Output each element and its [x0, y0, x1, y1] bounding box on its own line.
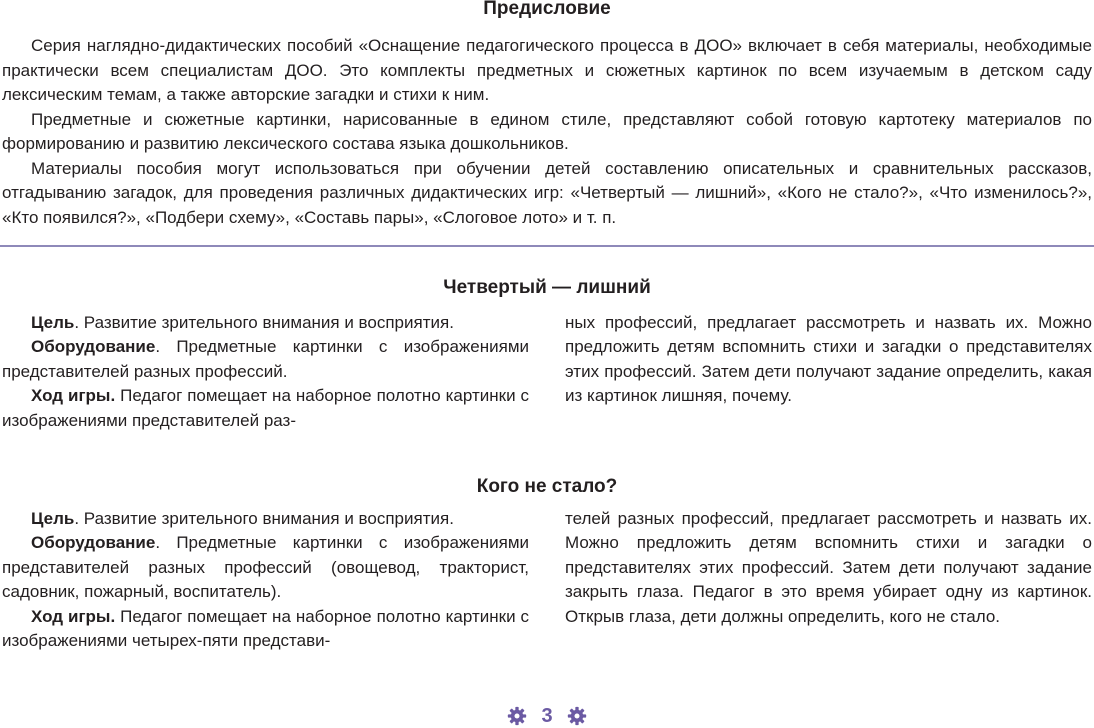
goal-text: . Развитие зрительного внимания и восприятия. [74, 313, 454, 332]
equipment-label: Оборудование [31, 533, 156, 553]
section-divider [0, 245, 1094, 247]
goal-label: Цель [31, 509, 75, 528]
game2-process [2, 605, 529, 654]
preface-paragraph: Предметные и сюжетные картинки, нарисованные в едином стиле, представляют собой готовую картотеку материалов по формированию и развитию лексического состава языка дошкольников. [2, 109, 1092, 153]
process-label: Ход игры. [31, 606, 116, 626]
page-number: 3 [541, 705, 553, 727]
game1-right-column [565, 311, 1092, 409]
goal-label: Цель [31, 313, 75, 332]
goal-text: . Развитие зрительного внимания и восприятия. [74, 509, 454, 528]
game2-equipment [2, 531, 529, 604]
preface-title: Предисловие [483, 0, 611, 19]
game1-equipment [2, 335, 529, 384]
process-label: Ход игры. [31, 386, 116, 406]
preface-body [2, 34, 1092, 230]
preface-paragraph: Материалы пособия могут использоваться при обучении детей составлению описательных и сравнительных рассказов, отгадыванию загадок, для проведения различных дидактических игр: «Четвертый — лишний», «Кого не стало?», «Что изменилось?», «Кто появился?», «Подбери схему», «Составь пары», «Слоговое лото» и т. п. [2, 158, 1092, 227]
preface-paragraph: Серия наглядно-дидактических пособий «Оснащение педагогического процесса в ДОО» включает в себя материалы, необходимые практически всем специалистам ДОО. Это комплекты предметных и сюжетных картинок по всем изучаемым в детском саду лексическим темам, а также авторские загадки и стихи к ним. [2, 36, 1092, 104]
game2-left-column [2, 507, 529, 653]
game1-process-continued: ных профессий, предлагает рассмотреть и назвать их. Можно предложить детям вспомнить стихи и загадки о представителях этих профессий. Затем дети получают задание определить, какая из картинок лишняя, почему. [565, 313, 1092, 406]
gear-icon [507, 706, 527, 726]
game2-goal [2, 507, 529, 531]
game2-title: Кого не стало? [476, 476, 618, 497]
process-text: Педагог помещает на наборное полотно картинки с изображениями четырех-пяти представи- [2, 606, 530, 651]
game1-goal [2, 311, 529, 335]
equipment-text: . Предметные картинки с изображениями представителей разных профессий (овощевод, тракторист, садовник, пожарный, воспитатель). [2, 533, 529, 602]
gear-icon [567, 706, 587, 726]
equipment-text: . Предметные картинки с изображениями представителей разных профессий. [2, 337, 529, 381]
game1-left-column [2, 311, 529, 433]
page-footer [0, 704, 1094, 728]
equipment-label: Оборудование [31, 337, 156, 357]
game2-right-column [565, 507, 1092, 629]
game2-process-continued: телей разных профессий, предлагает рассмотреть и назвать их. Можно предложить детям вспомнить стихи и загадки о представителях этих профессий. Затем дети получают задание закрыть глаза. Педагог в это время убирает одну из картинок. Открыв глаза, дети должны определить, кого не стало. [565, 509, 1092, 626]
process-text: Педагог помещает на наборное полотно картинки с изображениями представителей раз- [2, 386, 530, 430]
game1-process [2, 384, 529, 433]
game1-title: Четвертый — лишний [443, 277, 651, 298]
